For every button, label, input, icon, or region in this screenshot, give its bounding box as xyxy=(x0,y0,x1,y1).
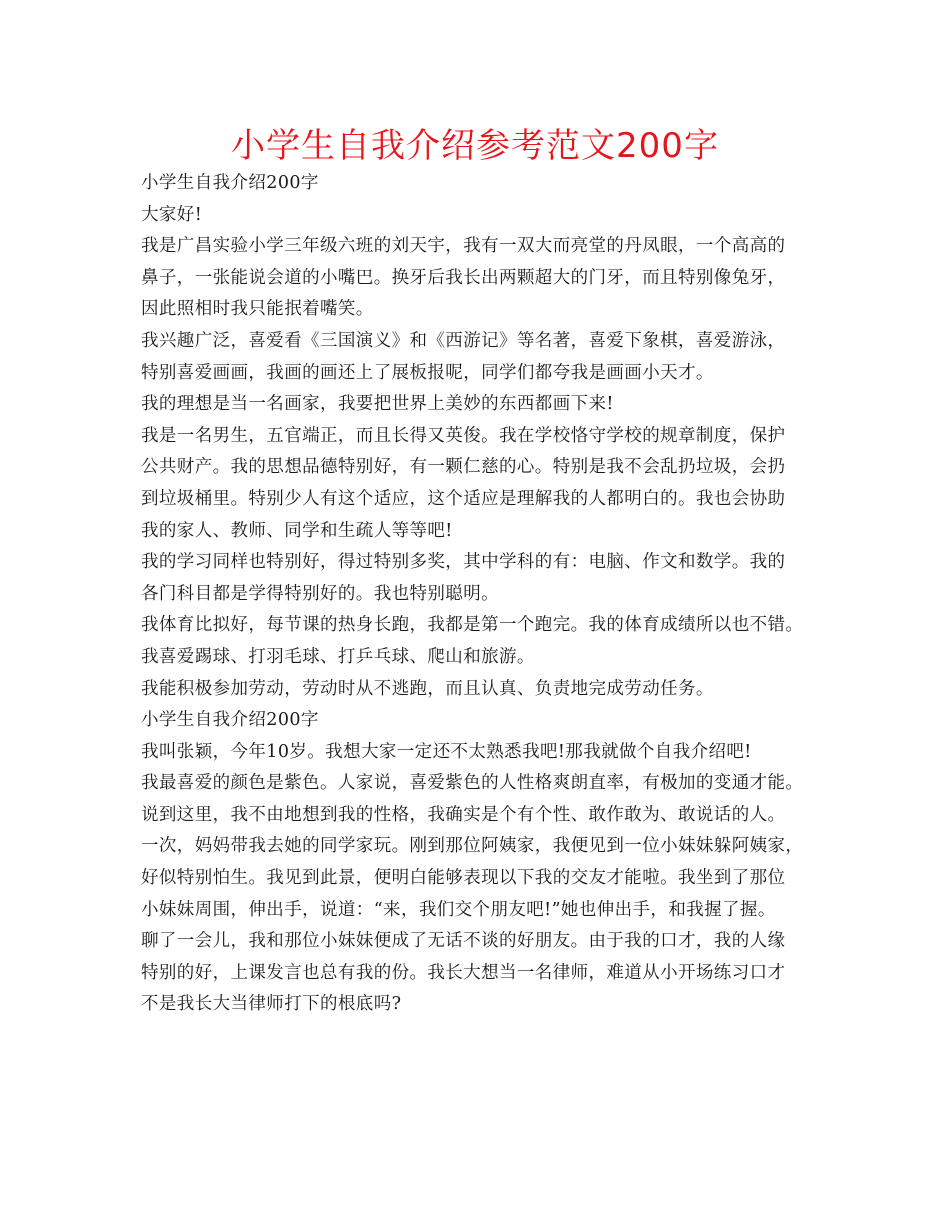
body-line: 到垃圾桶里。特别少人有这个适应，这个适应是理解我的人都明白的。我也会协助 xyxy=(141,488,786,509)
document-title: 小学生自我介绍参考范文200字 xyxy=(231,126,719,166)
document-body xyxy=(141,168,841,1021)
body-line: 说到这里，我不由地想到我的性格，我确实是个有个性、敢作敢为、敢说话的人。 xyxy=(141,804,786,825)
body-line: 我能积极参加劳动，劳动时从不逃跑，而且认真、负责地完成劳动任务。 xyxy=(141,678,714,699)
body-line: 我是广昌实验小学三年级六班的刘天宇，我有一双大而亮堂的丹凤眼，一个高高的 xyxy=(141,236,786,257)
body-line: 各门科目都是学得特别好的。我也特别聪明。 xyxy=(141,583,499,604)
body-line: 我是一名男生，五官端正，而且长得又英俊。我在学校恪守学校的规章制度，保护 xyxy=(141,425,786,446)
body-line: 我的学习同样也特别好，得过特别多奖，其中学科的有：电脑、作文和数学。我的 xyxy=(141,552,786,573)
body-line: 公共财产。我的思想品德特别好，有一颗仁慈的心。特别是我不会乱扔垃圾，会扔 xyxy=(141,457,786,478)
body-line: 我最喜爱的颜色是紫色。人家说，喜爱紫色的人性格爽朗直率，有极加的变通才能。 xyxy=(141,773,804,794)
body-line: 我的家人、教师、同学和生疏人等等吧! xyxy=(141,520,453,541)
body-line: 我喜爱踢球、打羽毛球、打乒乓球、爬山和旅游。 xyxy=(141,646,535,667)
body-line: 鼻子，一张能说会道的小嘴巴。换牙后我长出两颗超大的门牙，而且特别像兔牙， xyxy=(141,267,786,288)
body-line: 小妹妹周围，伸出手，说道：“来，我们交个朋友吧!”她也伸出手，和我握了握。 xyxy=(141,899,776,920)
body-line: 聊了一会儿，我和那位小妹妹便成了无话不谈的好朋友。由于我的口才，我的人缘 xyxy=(141,931,786,952)
body-line: 我叫张颖，今年10岁。我想大家一定还不太熟悉我吧!那我就做个自我介绍吧! xyxy=(141,741,752,762)
body-line: 不是我长大当律师打下的根底吗? xyxy=(141,994,402,1015)
body-line: 好似特别怕生。我见到此景，便明白能够表现以下我的交友才能啦。我坐到了那位 xyxy=(141,868,786,889)
body-line: 小学生自我介绍200字 xyxy=(141,710,319,731)
body-line: 我的理想是当一名画家，我要把世界上美妙的东西都画下来! xyxy=(141,394,614,415)
body-line: 特别喜爱画画，我画的画还上了展板报呢，同学们都夸我是画画小天才。 xyxy=(141,362,714,383)
body-line: 我体育比拟好，每节课的热身长跑，我都是第一个跑完。我的体育成绩所以也不错。 xyxy=(141,615,804,636)
body-line: 一次，妈妈带我去她的同学家玩。刚到那位阿姨家，我便见到一位小妹妹躲阿姨家， xyxy=(141,836,804,857)
body-line: 大家好! xyxy=(141,204,203,225)
body-line: 我兴趣广泛，喜爱看《三国演义》和《西游记》等名著，喜爱下象棋，喜爱游泳， xyxy=(141,330,786,351)
body-line: 因此照相时我只能抿着嘴笑。 xyxy=(141,299,374,320)
body-line: 特别的好，上课发言也总有我的份。我长大想当一名律师，难道从小开场练习口才 xyxy=(141,962,786,983)
body-line: 小学生自我介绍200字 xyxy=(141,173,319,193)
